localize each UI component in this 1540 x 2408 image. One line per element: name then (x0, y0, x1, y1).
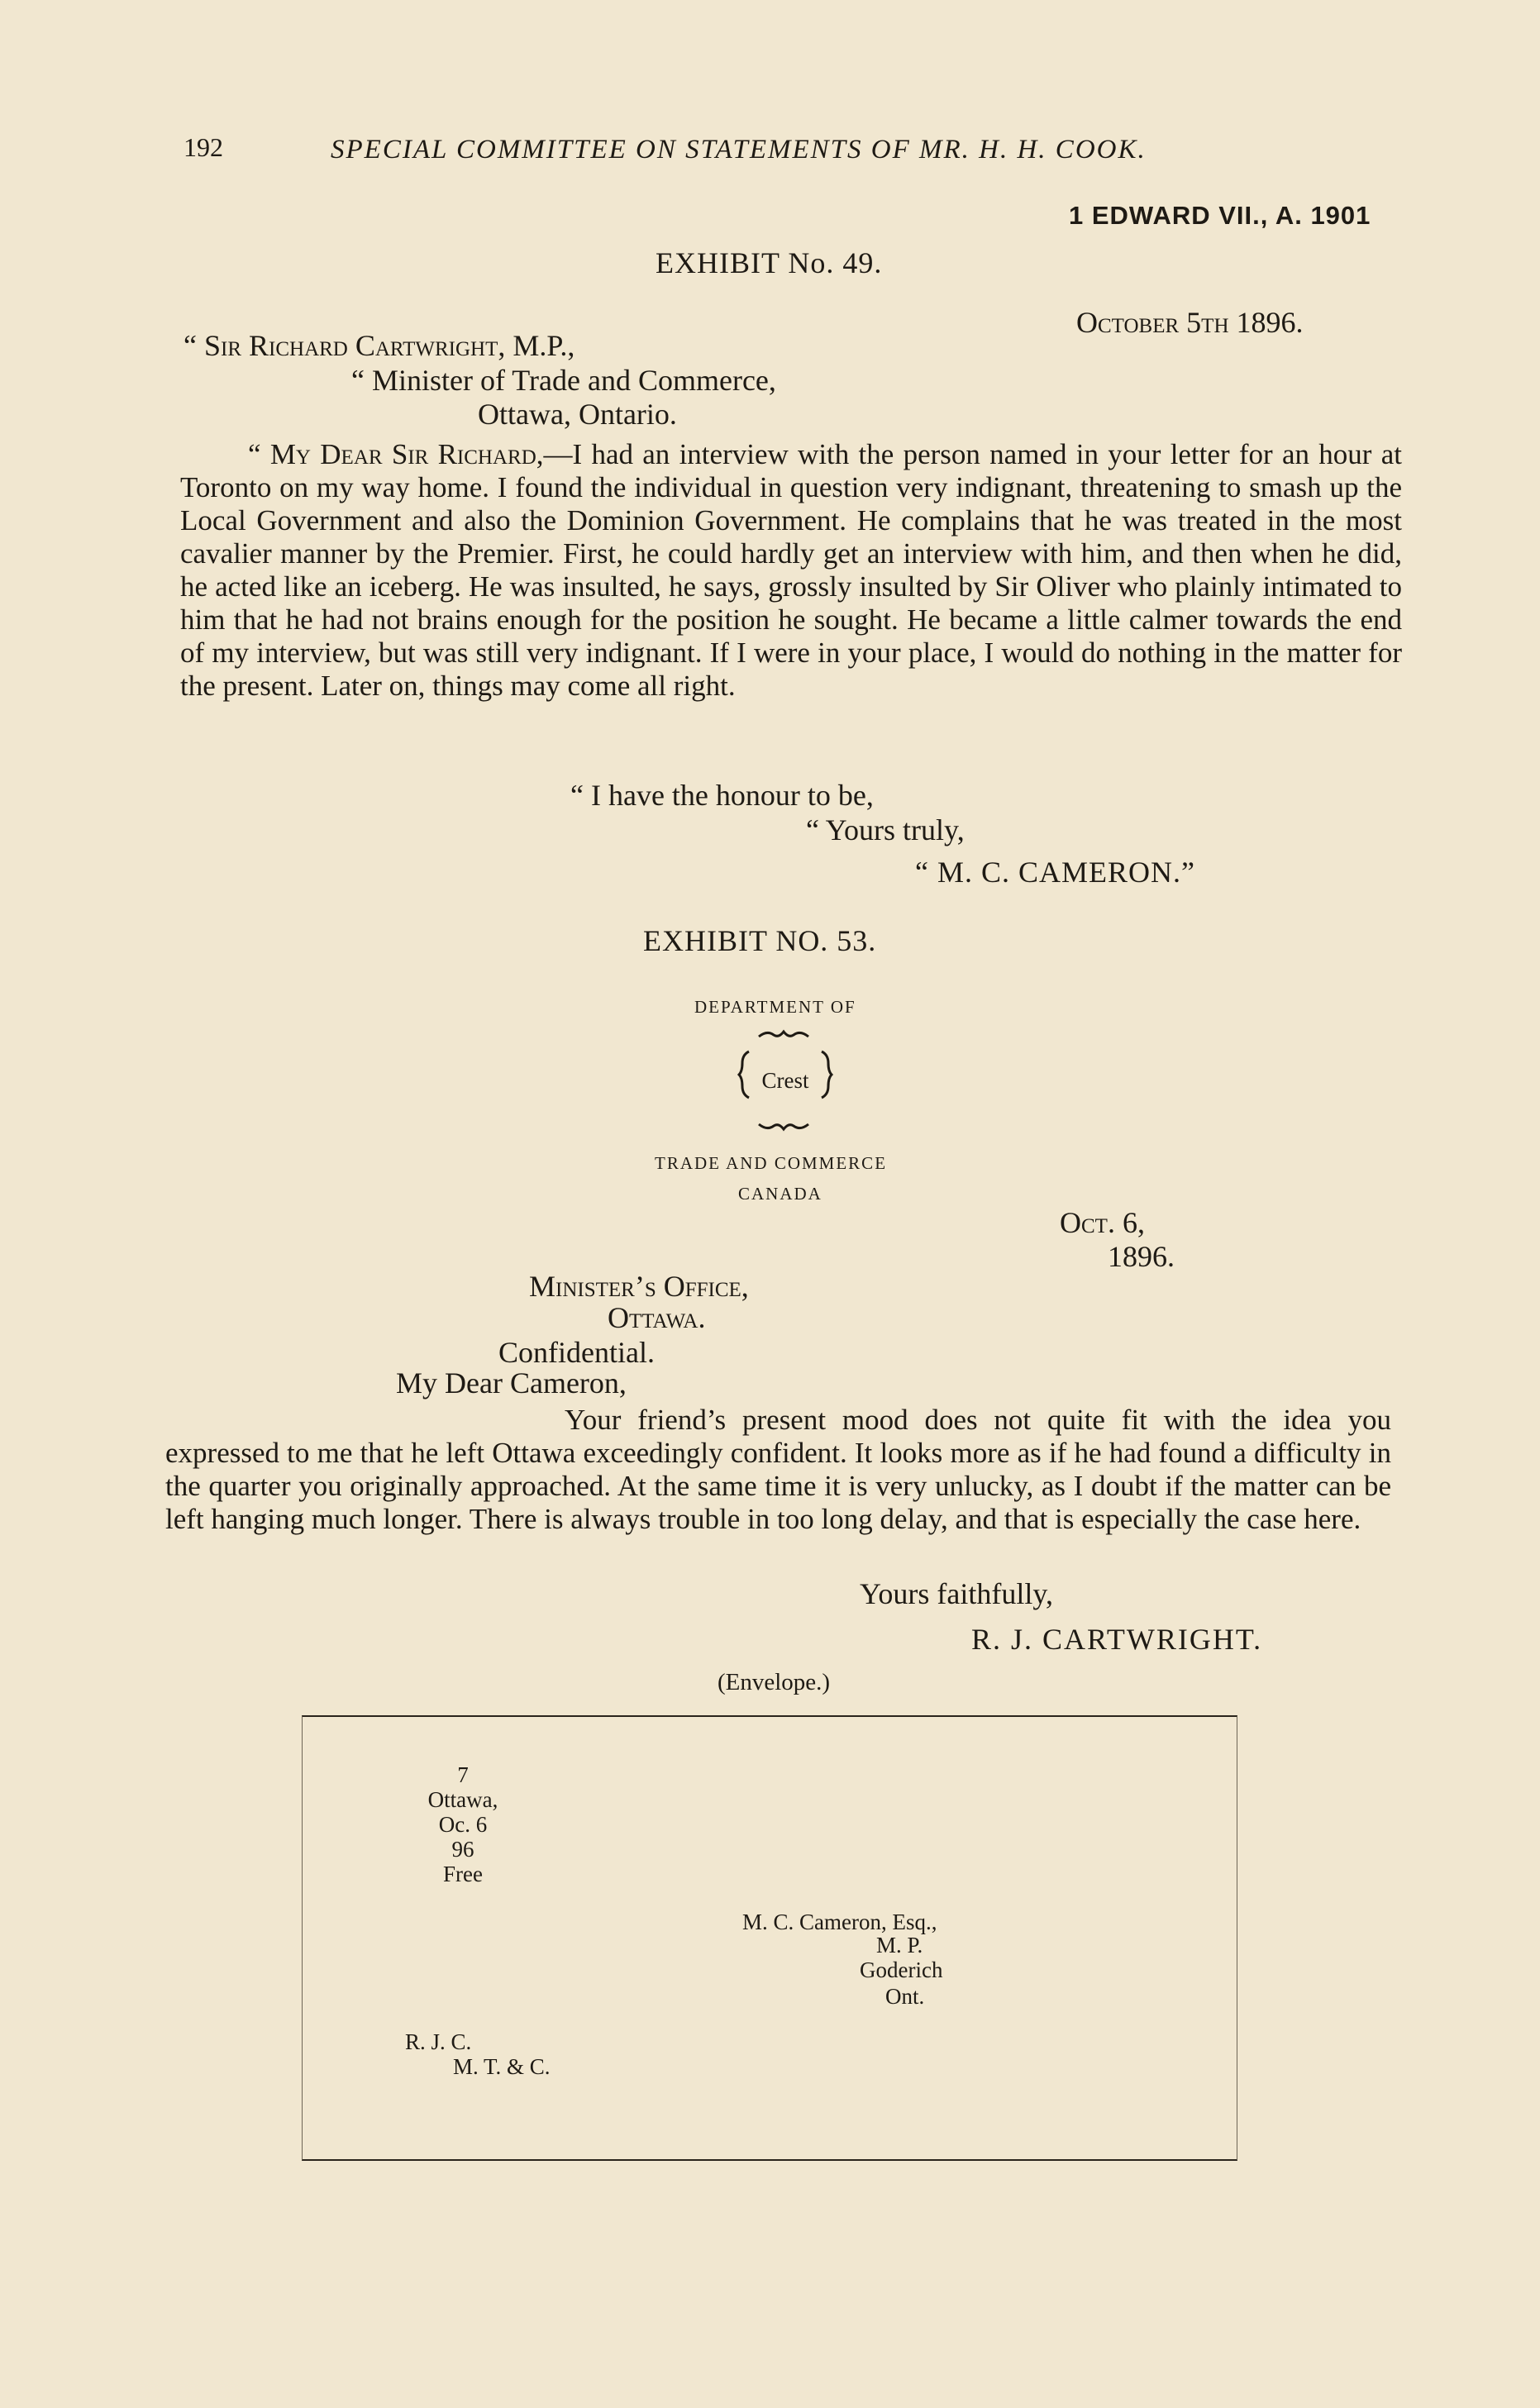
postmark-line-2: Ottawa, (427, 1787, 498, 1812)
exhibit-49-date: October 5th 1896. (1076, 306, 1304, 339)
exhibit-53-closing: Yours faithfully, (860, 1577, 1054, 1610)
exhibit-53-salutation: My Dear Cameron, (396, 1366, 627, 1400)
exhibit-49-salutation: “ My Dear Sir Richard, (248, 438, 544, 470)
exhibit-53-office-line-1: Minister’s Office, (529, 1270, 749, 1303)
exhibit-49-closing-1: “ I have the honour to be, (570, 779, 874, 812)
postmark-line-5: Free (443, 1862, 483, 1886)
envelope-sender-line-1: R. J. C. (405, 2029, 472, 2054)
exhibit-53-letter-body (165, 1404, 1391, 1536)
postmark-line-4: 96 (451, 1837, 474, 1862)
postmark-line-3: Oc. 6 (438, 1812, 488, 1837)
running-title: SPECIAL COMMITTEE ON STATEMENTS OF MR. H. H. COOK. (331, 135, 1147, 165)
exhibit-49-closing-2: “ Yours truly, (806, 813, 965, 846)
envelope-sender-line-2: M. T. & C. (453, 2054, 551, 2079)
crest-label: Crest (761, 1068, 809, 1093)
envelope-postmark (405, 1762, 521, 1886)
letterhead-crest (719, 1025, 851, 1141)
exhibit-49-letter-body (180, 438, 1402, 703)
volume-reference: 1 EDWARD VII., A. 1901 (1069, 201, 1371, 230)
exhibit-49-title: EXHIBIT No. 49. (656, 246, 883, 279)
exhibit-53-date-line-2: 1896. (1108, 1240, 1175, 1273)
exhibit-49-signature: “ M. C. CAMERON.” (915, 856, 1195, 889)
letterhead-bottom-1: TRADE AND COMMERCE (655, 1153, 888, 1173)
envelope-addressee-line-4: Ont. (885, 1984, 925, 2009)
letterhead-bottom-2: CANADA (738, 1184, 822, 1204)
envelope-caption: (Envelope.) (718, 1669, 831, 1695)
exhibit-49-address-line-3: Ottawa, Ontario. (478, 398, 677, 431)
letterhead-top: DEPARTMENT OF (694, 997, 856, 1017)
exhibit-49-address-line-1: “ Sir Richard Cartwright, M.P., (184, 329, 575, 362)
envelope-addressee-line-1: M. C. Cameron, Esq., (742, 1910, 937, 1934)
exhibit-53-date-line-1: Oct. 6, (1060, 1206, 1145, 1239)
postmark-line-1: 7 (457, 1762, 469, 1787)
envelope-addressee-line-3: Goderich (860, 1957, 943, 1982)
exhibit-53-office-line-2: Ottawa. (608, 1301, 706, 1334)
exhibit-53-confidential: Confidential. (498, 1336, 655, 1369)
page-number: 192 (184, 132, 223, 162)
exhibit-49-body-text: —I had an interview with the person named in your letter for an hour at Toronto on my way home. I found the individual in question very indignant, threatening to smash up the Local Government and also the Dominion Government. He complains that he was treated in the most cavalier manner by the Premier. First, he could hardly get an interview with him, and then when he did, he acted like an iceberg. He was insulted, he says, grossly insulted by Sir Oliver who plainly intimated to him that he had not brains enough for the position he sought. He became a little calmer towards the end of my interview, but was still very indignant. If I were in your place, I would do nothing in the matter for the present. Later on, things may come all right. (180, 438, 1402, 702)
exhibit-53-signature: R. J. CARTWRIGHT. (971, 1623, 1263, 1656)
exhibit-53-body-text: Your friend’s present mood does not quite fit with the idea you expressed to me that he left Ottawa exceedingly confident. It looks more as if he had found a difficulty in the quarter you originally approached. At the same time it is very unlucky, as I doubt if the matter can be left hanging much longer. There is always trouble in too long delay, and that is especially the case here. (165, 1404, 1391, 1535)
exhibit-49-address-line-2: “ Minister of Trade and Commerce, (351, 364, 776, 397)
exhibit-53-title: EXHIBIT NO. 53. (643, 924, 877, 957)
envelope-addressee-line-2: M. P. (876, 1933, 923, 1957)
